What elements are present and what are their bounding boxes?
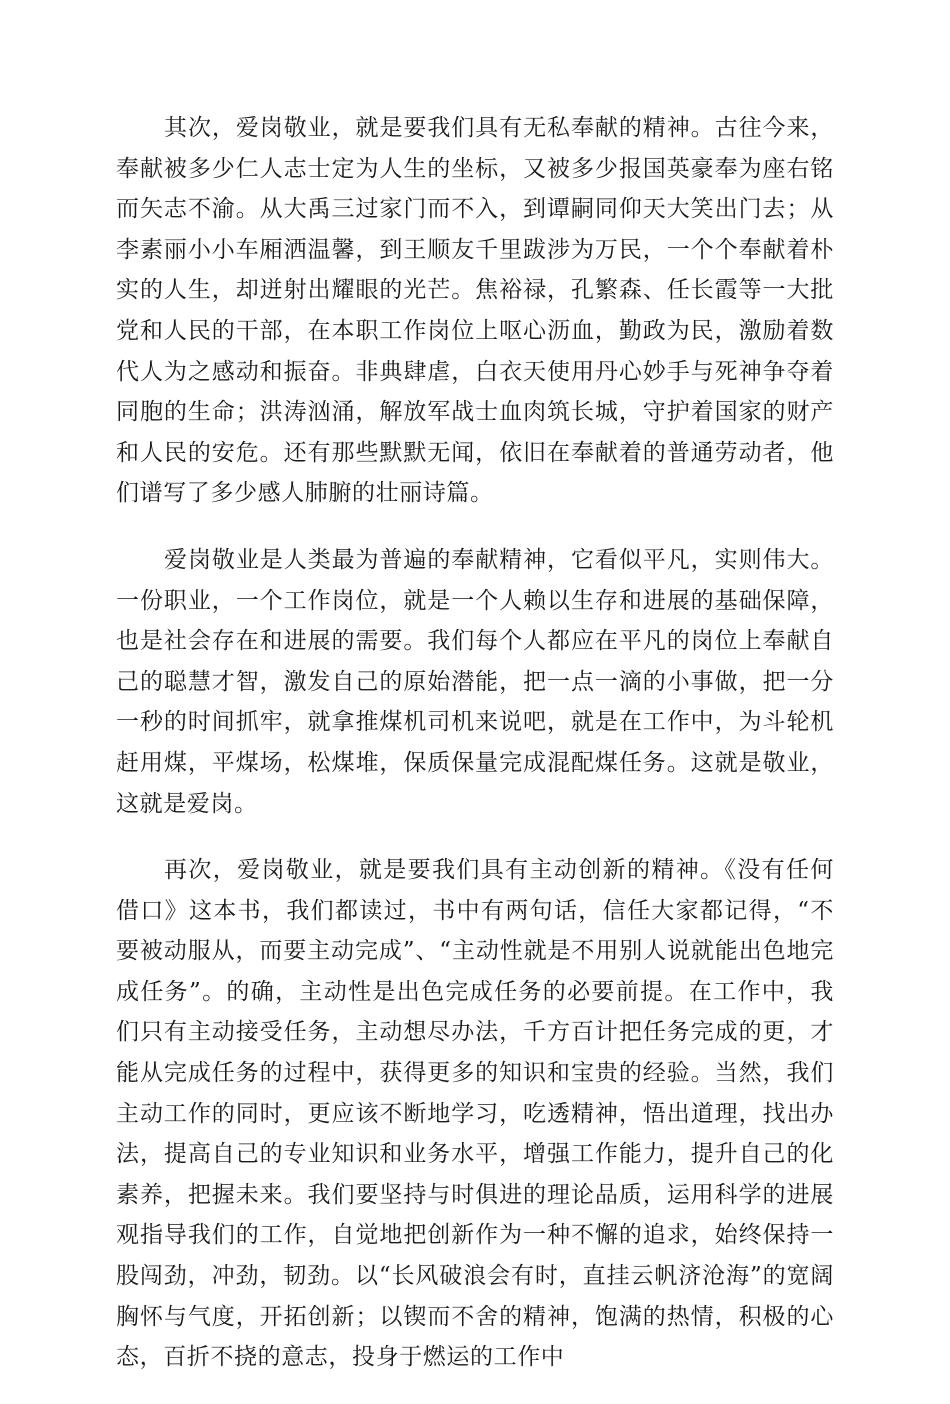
paragraph-selfless-dedication: 其次，爱岗敬业，就是要我们具有无私奉献的精神。古往今来，奉献被多少仁人志士定为人生的坐标，又被多少报国英豪奉为座右铭而矢志不渝。从大禹三过家门而不入，到谭嗣同仰天大笑出门去；从李素丽小小车厢洒温馨，到王顺友千里跋涉为万民，一个个奉献着朴实的人生，却迸射出耀眼的光芒。焦裕禄，孔繁森、任长霞等一大批党和人民的干部，在本职工作岗位上呕心沥血，勤政为民，激励着数代人为之感动和振奋。非典肆虐，白衣天使用丹心妙手与死神争夺着同胞的生命；洪涛汹涌，解放军战士血肉筑长城，守护着国家的财产和人民的安危。还有那些默默无闻，依旧在奉献着的普通劳动者，他们谱写了多少感人肺腑的壮丽诗篇。	[116, 115, 834, 507]
paragraph-proactive-innovation: 再次，爱岗敬业，就是要我们具有主动创新的精神。《没有任何借口》这本书，我们都读过，书中有两句话，信任大家都记得，“不要被动服从，而要主动完成”、“主动性就是不用别人说就能出色地完成任务”。的确，主动性是出色完成任务的必要前提。在工作中，我们只有主动接受任务，主动想尽办法，千方百计把任务完成的更，才能从完成任务的过程中，获得更多的知识和宝贵的经验。当然，我们主动工作的同时，更应该不断地学习，吃透精神，悟出道理，找出办法，提高自己的专业知识和业务水平，增强工作能力，提升自己的化素养，把握未来。我们要坚持与时俱进的理论品质，运用科学的进展观指导我们的工作，自觉地把创新作为一种不懈的追求，始终保持一股闯劲，冲劲，韧劲。以“长风破浪会有时，直挂云帆济沧海”的宽阔胸怀与气度，开拓创新；以锲而不舍的精神，饱满的热情，积极的心态，百折不挠的意志，投身于燃运的工作中	[116, 857, 834, 1371]
paragraph-ordinary-dedication: 爱岗敬业是人类最为普遍的奉献精神，它看似平凡，实则伟大。一份职业，一个工作岗位，就是一个人赖以生存和进展的基础保障，也是社会存在和进展的需要。我们每个人都应在平凡的岗位上奉献自己的聪慧才智，激发自己的原始潜能，把一点一滴的小事做，把一分一秒的时间抓牢，就拿推煤机司机来说吧，就是在工作中，为斗轮机赶用煤，平煤场，松煤堆，保质保量完成混配煤任务。这就是敬业，这就是爱岗。	[116, 546, 834, 817]
document-body	[116, 108, 834, 1404]
